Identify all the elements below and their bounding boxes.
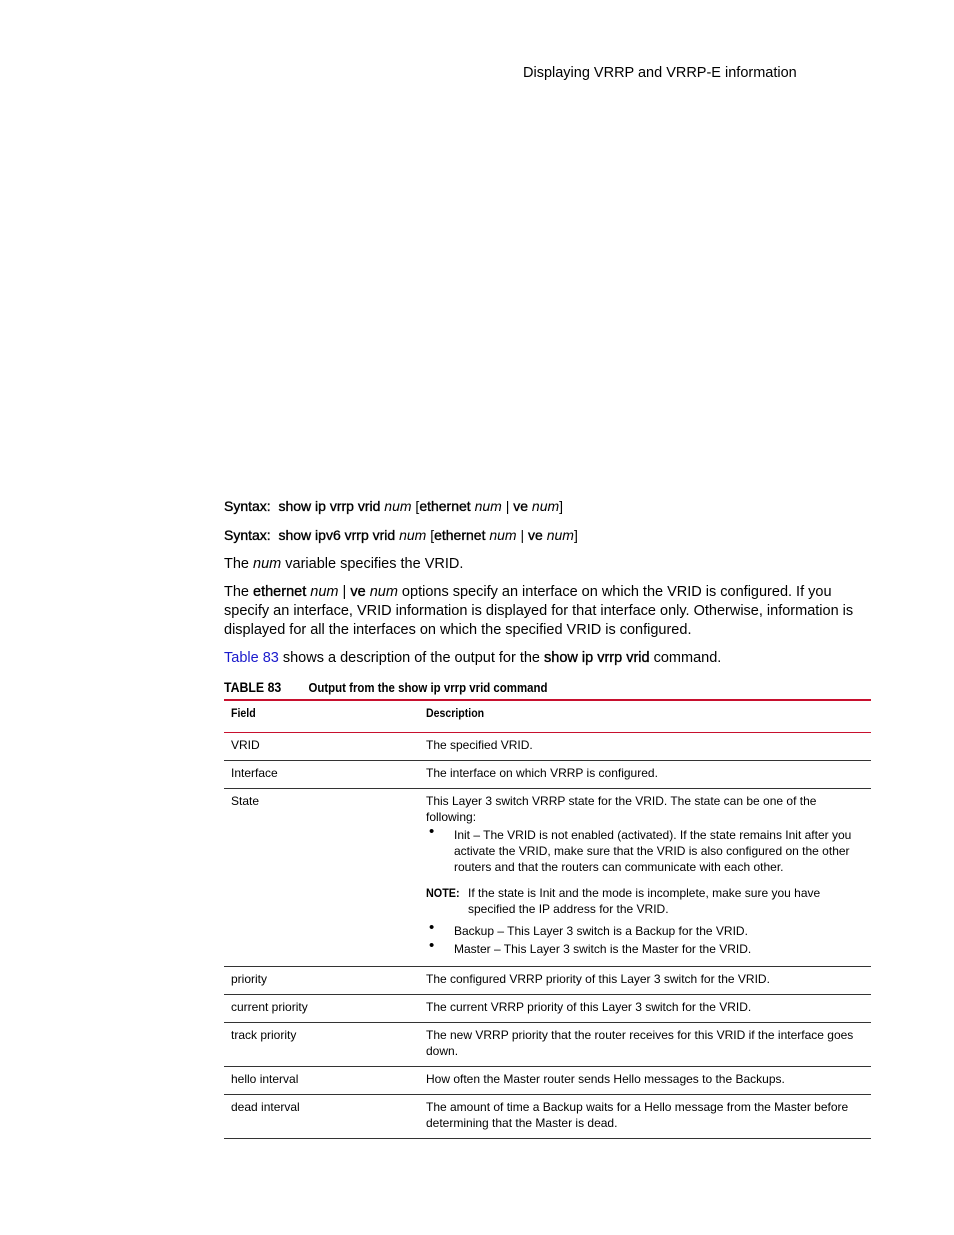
syntax-bracket-open: [ [430,527,435,543]
syntax-command: show ipv6 vrrp vrid [278,527,396,543]
syntax-bracket-close: ] [573,527,578,543]
table-row [224,733,871,761]
table-caption-text: Output from the show ip vrrp vrid command [308,680,548,695]
table-header-row [224,701,871,733]
description-cell: The interface on which VRRP is configured. [426,766,658,780]
syntax-ethernet: ethernet [434,527,486,543]
syntax-var: num [399,527,427,543]
list-item-master: • Master – This Layer 3 switch is the Master for the VRID. [426,941,867,957]
table-caption [224,679,794,695]
keyword-ve: ve [350,584,366,600]
description-cell: The current VRRP priority of this Layer 3 switch for the VRID. [426,1000,752,1014]
table-caption-label: TABLE 83 [224,679,282,695]
table-row [224,1095,871,1139]
variable-num: num [253,556,282,572]
description-cell: The new VRRP priority that the router receives for this VRID if the interface goes down. [426,1028,854,1058]
page-content [224,497,872,1139]
table-row [224,1067,871,1095]
syntax-separator: | [520,527,525,543]
description-cell: How often the Master router sends Hello messages to the Backups. [426,1072,785,1086]
syntax-ethernet: ethernet [419,498,471,514]
state-list [426,923,867,957]
syntax-line-ipv4 [224,497,872,515]
text-run: shows a description of the output for the [278,650,545,666]
syntax-label: Syntax: [224,498,271,514]
header-cell-field [224,701,419,732]
variable-num: num [369,584,398,600]
syntax-var: num [531,498,560,514]
command-name: show ip vrrp vrid [544,650,650,666]
syntax-line-ipv6 [224,526,872,544]
note-block [426,885,867,917]
state-description: This Layer 3 switch VRRP state for the VRID. The state can be one of the following: [426,794,817,824]
syntax-var: num [546,527,574,543]
list-item-backup: • Backup – This Layer 3 switch is a Backup for the VRID. [426,923,867,939]
variable-num: num [310,584,339,600]
note-label: NOTE: [426,886,460,900]
syntax-label: Syntax: [224,527,271,543]
syntax-ve: ve [513,498,529,514]
output-fields-table [224,699,871,1139]
field-cell: current priority [231,1000,308,1014]
paragraph-interface-options [224,583,872,640]
field-cell: priority [231,972,268,986]
field-cell: track priority [231,1028,297,1042]
syntax-command: show ip vrrp vrid [278,498,381,514]
note-text: If the state is Init and the mode is incomplete, make sure you have specified the IP address for the VRID. [468,886,821,916]
syntax-var: num [384,498,412,514]
column-header-description: Description [426,706,485,720]
table-row [224,1023,871,1067]
table-row [224,967,871,995]
syntax-var: num [474,498,502,514]
list-item-init: • Init – The VRID is not enabled (activated). If the state remains Init after you activate the VRID, make sure that the VRID is also configured on the other routers and that the routers can communicate with each other. [426,827,867,875]
syntax-bracket-close: ] [559,498,564,514]
paragraph-num-variable [224,555,872,574]
text-run: variable specifies the VRID. [281,556,464,572]
text-run: The [224,556,254,572]
separator: | [342,584,347,600]
table-row [224,995,871,1023]
text-run: command. [649,650,722,666]
description-cell: The amount of time a Backup waits for a Hello message from the Master before determining that the Master is dead. [426,1100,849,1130]
syntax-separator: | [505,498,510,514]
text-run: The [224,584,254,600]
field-cell: hello interval [231,1072,299,1086]
column-header-field: Field [231,706,256,720]
field-cell: Interface [231,766,278,780]
field-cell: VRID [231,738,260,752]
syntax-bracket-open: [ [415,498,420,514]
field-cell: dead interval [231,1100,300,1114]
description-cell [419,789,871,966]
keyword-ethernet: ethernet [253,584,307,600]
syntax-var: num [489,527,517,543]
table-row [224,789,871,967]
syntax-ve: ve [528,527,543,543]
header-cell-description [419,701,871,732]
state-list [426,827,867,875]
table-row [224,761,871,789]
description-cell: The specified VRID. [426,738,533,752]
table-83-link[interactable]: Table 83 [224,650,279,666]
text-run: options specify an interface on which the VRID is configured. If you specify an interface, VRID information is displayed for that interface only. Otherwise, information is displayed for all the interfaces on which the specified VRID is configured. [224,584,854,638]
running-header: Displaying VRRP and VRRP-E information [523,65,797,81]
paragraph-table-reference [224,649,872,668]
description-cell: The configured VRRP priority of this Layer 3 switch for the VRID. [426,972,770,986]
field-cell: State [231,794,260,808]
